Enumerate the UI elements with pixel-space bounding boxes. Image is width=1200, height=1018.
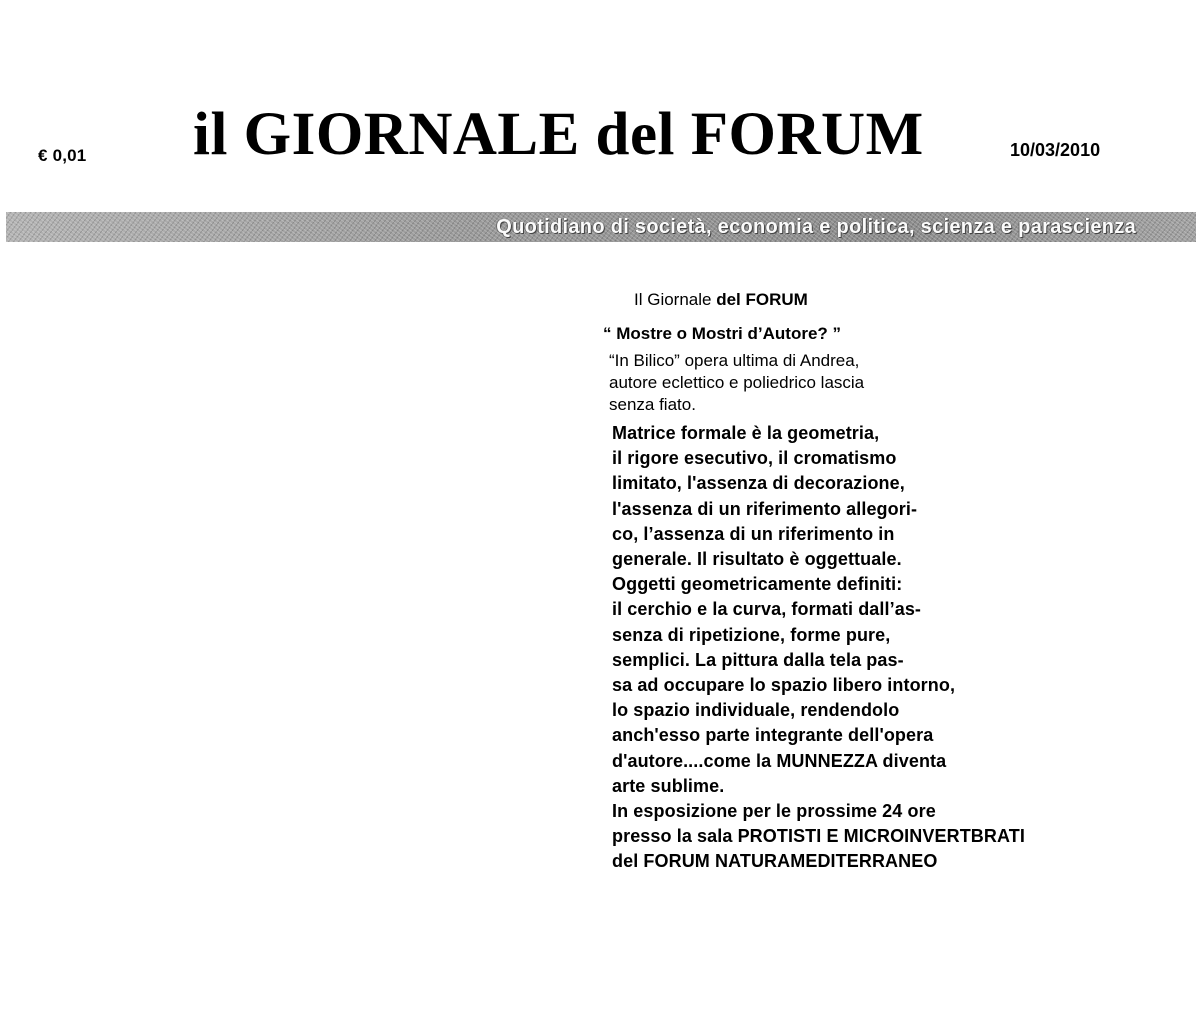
body-line: arte sublime.	[612, 775, 725, 796]
kicker-regular: Il Giornale	[634, 290, 717, 309]
body-line: limitato, l'assenza di decorazione,	[612, 473, 905, 494]
lede-line: senza fiato.	[609, 395, 696, 414]
body-line: anch'esso parte integrante dell'opera	[612, 725, 934, 746]
body-line: generale. Il risultato è oggettuale.	[612, 549, 902, 570]
article-kicker	[634, 290, 808, 310]
body-line: sa ad occupare lo spazio libero intorno,	[612, 675, 956, 696]
kicker-bold: del FORUM	[716, 290, 808, 309]
body-line: senza di ripetizione, forme pure,	[612, 624, 891, 645]
body-line: In esposizione per le prossime 24 ore	[612, 801, 936, 822]
tagline-banner	[6, 212, 1196, 242]
body-line: d'autore....come la MUNNEZZA diventa	[612, 750, 947, 771]
tagline-text: Quotidiano di società, economia e politica, scienza e parascienza	[496, 216, 1136, 238]
lede-line: “In Bilico” opera ultima di Andrea,	[609, 351, 860, 370]
body-line: del FORUM NATURAMEDITERRANEO	[612, 851, 938, 872]
body-line: Oggetti geometricamente definiti:	[612, 574, 903, 595]
article-body	[612, 421, 1025, 875]
body-line: co, l’assenza di un riferimento in	[612, 523, 895, 544]
article-lede	[609, 350, 864, 416]
masthead-title: il GIORNALE del FORUM	[193, 101, 924, 168]
body-line: presso la sala PROTISTI E MICROINVERTBRATI	[612, 826, 1025, 847]
price-label: € 0,01	[38, 146, 87, 165]
issue-date: 10/03/2010	[1010, 140, 1101, 160]
body-line: lo spazio individuale, rendendolo	[612, 700, 900, 721]
body-line: il rigore esecutivo, il cromatismo	[612, 448, 897, 469]
lede-line: autore eclettico e poliedrico lascia	[609, 373, 865, 392]
article-headline: “ Mostre o Mostri d’Autore? ”	[603, 324, 841, 343]
body-line: l'assenza di un riferimento allegori-	[612, 498, 918, 519]
body-line: il cerchio e la curva, formati dall’as-	[612, 599, 922, 620]
body-line: semplici. La pittura dalla tela pas-	[612, 649, 904, 670]
body-line: Matrice formale è la geometria,	[612, 423, 880, 443]
